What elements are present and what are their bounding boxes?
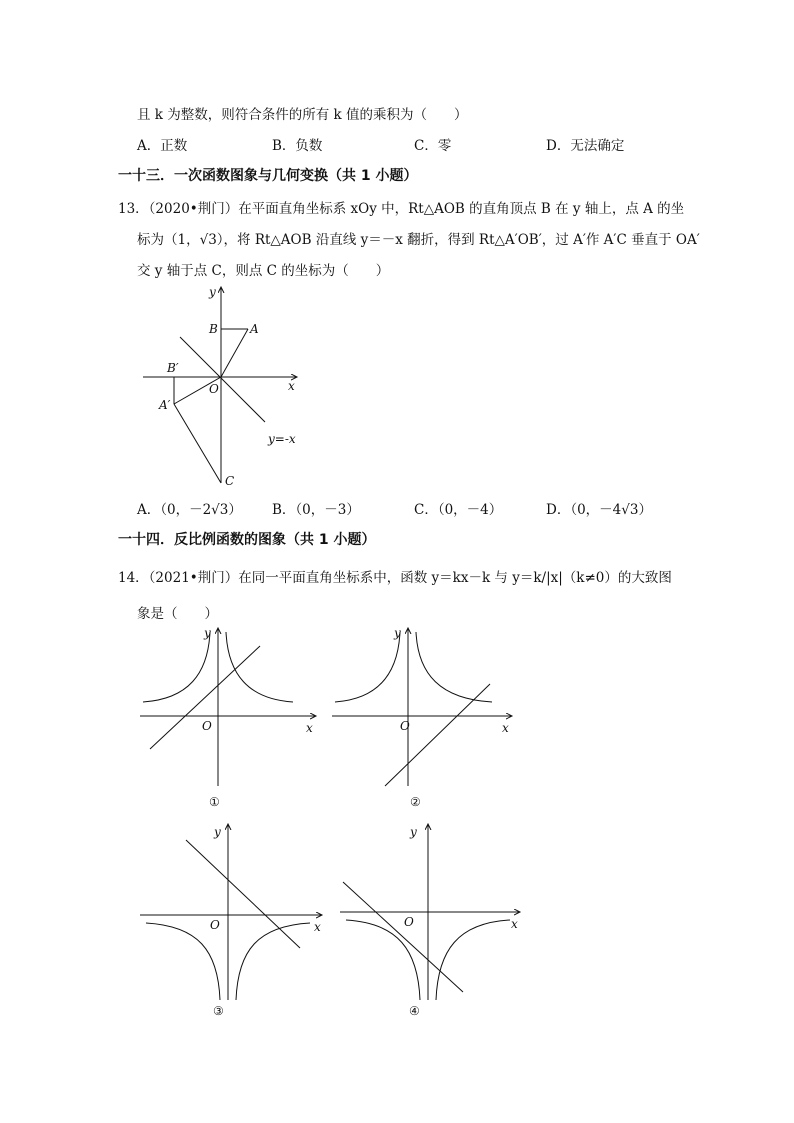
q12-option-d: D．无法确定: [546, 138, 625, 154]
graph2-label-O: O: [400, 719, 410, 733]
q13-line-1: 13．（2020•荆门）在平面直角坐标系 xOy 中，Rt△AOB 的直角顶点 B 在 y 轴上，点 A 的坐: [118, 201, 685, 217]
section-13-heading: 一十三．一次函数图象与几何变换（共 1 小题）: [118, 168, 418, 184]
fig13-label-Ap: A′: [159, 398, 171, 412]
fig13-label-A: A: [250, 322, 259, 336]
hyperbola-left: [335, 632, 400, 702]
q13-option-d: D．（0，－4√3）: [546, 502, 652, 518]
graph4-label-x: x: [511, 917, 518, 931]
line: [186, 840, 300, 948]
graph3-label-x: x: [314, 920, 321, 934]
graph1-label-O: O: [202, 719, 212, 733]
q14-graph-3: [138, 820, 328, 1005]
fig13-label-Bp: B′: [167, 361, 179, 375]
q14-line-1: 14．（2021•荆门）在同一平面直角坐标系中，函数 y＝kx－k 与 y＝k/|x|（k≠0）的大致图: [118, 570, 672, 586]
q13-option-a: A．（0，－2√3）: [137, 502, 242, 518]
hyperbola-right: [436, 920, 510, 1000]
graph4-label-y: y: [410, 825, 417, 839]
q13-option-b: B．（0，－3）: [272, 502, 360, 518]
section-14-heading: 一十四．反比例函数的图象（共 1 小题）: [118, 532, 376, 548]
line-y-neg-x: [180, 337, 265, 422]
q12-text: 且 k 为整数，则符合条件的所有 k 值的乘积为（ ）: [137, 107, 468, 123]
segment-ApC: [174, 404, 221, 483]
q12-option-a: A．正数: [137, 138, 188, 154]
graph2-label-x: x: [502, 721, 509, 735]
hyperbola-right: [236, 923, 310, 1000]
segment-AO: [221, 329, 248, 377]
q13-line-3: 交 y 轴于点 C，则点 C 的坐标为（ ）: [137, 263, 390, 279]
fig13-label-O: O: [209, 382, 219, 396]
q12-option-c: C．零: [414, 138, 452, 154]
q14-line-2: 象是（ ）: [137, 606, 218, 622]
graph-3-label: ③: [213, 1004, 224, 1018]
hyperbola-left: [146, 923, 220, 1000]
q14-graph-1: [138, 624, 323, 794]
hyperbola-right: [226, 632, 293, 702]
fig13-label-x: x: [288, 379, 295, 393]
fig13-label-B: B: [209, 322, 218, 336]
graph4-label-O: O: [404, 915, 414, 929]
q14-graph-2: [330, 624, 520, 794]
line: [343, 882, 463, 992]
q13-line-2: 标为（1，√3），将 Rt△AOB 沿直线 y＝－x 翻折，得到 Rt△A′OB′，过 A′作 A′C 垂直于 OA′: [137, 232, 700, 248]
q14-graph-4: [338, 820, 528, 1005]
graph1-label-y: y: [204, 626, 211, 640]
line: [385, 684, 490, 786]
graph-2-label: ②: [410, 795, 421, 809]
fig13-label-line: y=-x: [268, 432, 296, 446]
graph-4-label: ④: [409, 1004, 420, 1018]
graph2-label-y: y: [394, 626, 401, 640]
hyperbola-right: [416, 632, 492, 702]
q13-option-c: C．（0，－4）: [414, 502, 503, 518]
q13-figure: [135, 283, 315, 493]
graph1-label-x: x: [306, 721, 313, 735]
graph3-label-O: O: [210, 918, 220, 932]
hyperbola-left: [143, 632, 210, 702]
hyperbola-left: [346, 920, 420, 1000]
fig13-label-y: y: [209, 285, 216, 299]
q12-option-b: B．负数: [272, 138, 323, 154]
fig13-label-C: C: [225, 474, 235, 488]
graph-1-label: ①: [209, 795, 220, 809]
graph3-label-y: y: [214, 825, 221, 839]
